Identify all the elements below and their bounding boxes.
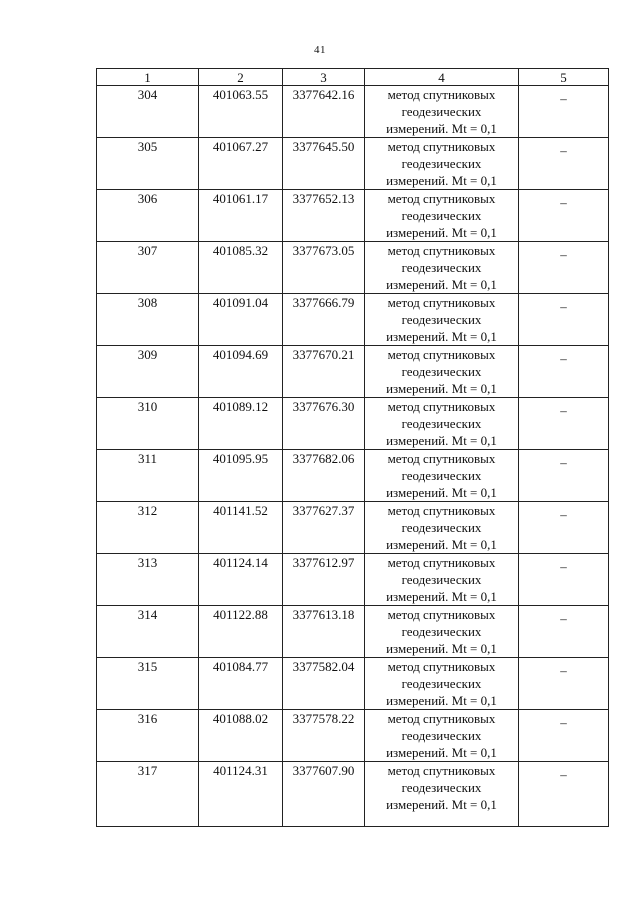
header-col-1: 1 [97, 69, 199, 86]
note-dash: – [560, 715, 567, 730]
method-cell: метод спутниковых геодезических измерений. Mt = 0,1 [365, 554, 519, 606]
note-cell [519, 450, 609, 502]
point-id-cell: 317 [97, 762, 199, 827]
table-header-row [97, 69, 609, 86]
note-dash: – [560, 143, 567, 158]
method-cell: метод спутниковых геодезических измерений. Mt = 0,1 [365, 606, 519, 658]
point-id-cell: 313 [97, 554, 199, 606]
y-coordinate-cell: 3377578.22 [283, 710, 365, 762]
point-id-cell: 310 [97, 398, 199, 450]
y-coordinate-cell: 3377607.90 [283, 762, 365, 827]
point-id-cell: 304 [97, 86, 199, 138]
table-row [97, 710, 609, 762]
point-id-cell: 311 [97, 450, 199, 502]
y-coordinate-cell: 3377612.97 [283, 554, 365, 606]
note-dash: – [560, 663, 567, 678]
table-row [97, 606, 609, 658]
header-col-2: 2 [199, 69, 283, 86]
table-row [97, 398, 609, 450]
y-coordinate-cell: 3377582.04 [283, 658, 365, 710]
note-cell [519, 86, 609, 138]
x-coordinate-cell: 401085.32 [199, 242, 283, 294]
x-coordinate-cell: 401061.17 [199, 190, 283, 242]
note-dash: – [560, 299, 567, 314]
note-cell [519, 294, 609, 346]
point-id-cell: 312 [97, 502, 199, 554]
header-col-4: 4 [365, 69, 519, 86]
note-dash: – [560, 351, 567, 366]
note-dash: – [560, 559, 567, 574]
method-cell: метод спутниковых геодезических измерений. Mt = 0,1 [365, 86, 519, 138]
x-coordinate-cell: 401122.88 [199, 606, 283, 658]
note-cell [519, 190, 609, 242]
method-cell: метод спутниковых геодезических измерений. Mt = 0,1 [365, 190, 519, 242]
method-cell: метод спутниковых геодезических измерений. Mt = 0,1 [365, 762, 519, 827]
y-coordinate-cell: 3377666.79 [283, 294, 365, 346]
page-number: 41 [314, 44, 326, 56]
y-coordinate-cell: 3377670.21 [283, 346, 365, 398]
method-cell: метод спутниковых геодезических измерений. Mt = 0,1 [365, 450, 519, 502]
method-cell: метод спутниковых геодезических измерений. Mt = 0,1 [365, 294, 519, 346]
note-cell [519, 658, 609, 710]
note-cell [519, 710, 609, 762]
x-coordinate-cell: 401124.14 [199, 554, 283, 606]
table-row [97, 554, 609, 606]
y-coordinate-cell: 3377673.05 [283, 242, 365, 294]
note-dash: – [560, 507, 567, 522]
point-id-cell: 309 [97, 346, 199, 398]
y-coordinate-cell: 3377652.13 [283, 190, 365, 242]
table-row [97, 658, 609, 710]
table-row [97, 138, 609, 190]
x-coordinate-cell: 401063.55 [199, 86, 283, 138]
note-dash: – [560, 247, 567, 262]
point-id-cell: 306 [97, 190, 199, 242]
note-cell [519, 242, 609, 294]
note-cell [519, 554, 609, 606]
note-cell [519, 606, 609, 658]
x-coordinate-cell: 401088.02 [199, 710, 283, 762]
x-coordinate-cell: 401141.52 [199, 502, 283, 554]
x-coordinate-cell: 401084.77 [199, 658, 283, 710]
header-col-3: 3 [283, 69, 365, 86]
table-row [97, 762, 609, 827]
method-cell: метод спутниковых геодезических измерений. Mt = 0,1 [365, 242, 519, 294]
table-row [97, 502, 609, 554]
header-col-5: 5 [519, 69, 609, 86]
point-id-cell: 308 [97, 294, 199, 346]
method-cell: метод спутниковых геодезических измерений. Mt = 0,1 [365, 138, 519, 190]
table-row [97, 190, 609, 242]
table-body [97, 86, 609, 827]
y-coordinate-cell: 3377676.30 [283, 398, 365, 450]
note-cell [519, 138, 609, 190]
y-coordinate-cell: 3377613.18 [283, 606, 365, 658]
x-coordinate-cell: 401124.31 [199, 762, 283, 827]
point-id-cell: 316 [97, 710, 199, 762]
table-row [97, 294, 609, 346]
note-dash: – [560, 767, 567, 782]
y-coordinate-cell: 3377642.16 [283, 86, 365, 138]
note-dash: – [560, 91, 567, 106]
point-id-cell: 305 [97, 138, 199, 190]
note-dash: – [560, 611, 567, 626]
table-row [97, 86, 609, 138]
note-cell [519, 346, 609, 398]
point-id-cell: 307 [97, 242, 199, 294]
method-cell: метод спутниковых геодезических измерений. Mt = 0,1 [365, 346, 519, 398]
table-row [97, 346, 609, 398]
note-cell [519, 502, 609, 554]
method-cell: метод спутниковых геодезических измерений. Mt = 0,1 [365, 658, 519, 710]
coordinates-table [96, 68, 609, 827]
y-coordinate-cell: 3377682.06 [283, 450, 365, 502]
table-row [97, 450, 609, 502]
note-dash: – [560, 195, 567, 210]
table-row [97, 242, 609, 294]
note-dash: – [560, 455, 567, 470]
x-coordinate-cell: 401091.04 [199, 294, 283, 346]
y-coordinate-cell: 3377645.50 [283, 138, 365, 190]
point-id-cell: 315 [97, 658, 199, 710]
method-cell: метод спутниковых геодезических измерений. Mt = 0,1 [365, 502, 519, 554]
note-dash: – [560, 403, 567, 418]
note-cell [519, 762, 609, 827]
method-cell: метод спутниковых геодезических измерений. Mt = 0,1 [365, 710, 519, 762]
note-cell [519, 398, 609, 450]
x-coordinate-cell: 401089.12 [199, 398, 283, 450]
x-coordinate-cell: 401067.27 [199, 138, 283, 190]
x-coordinate-cell: 401094.69 [199, 346, 283, 398]
x-coordinate-cell: 401095.95 [199, 450, 283, 502]
method-cell: метод спутниковых геодезических измерений. Mt = 0,1 [365, 398, 519, 450]
point-id-cell: 314 [97, 606, 199, 658]
y-coordinate-cell: 3377627.37 [283, 502, 365, 554]
